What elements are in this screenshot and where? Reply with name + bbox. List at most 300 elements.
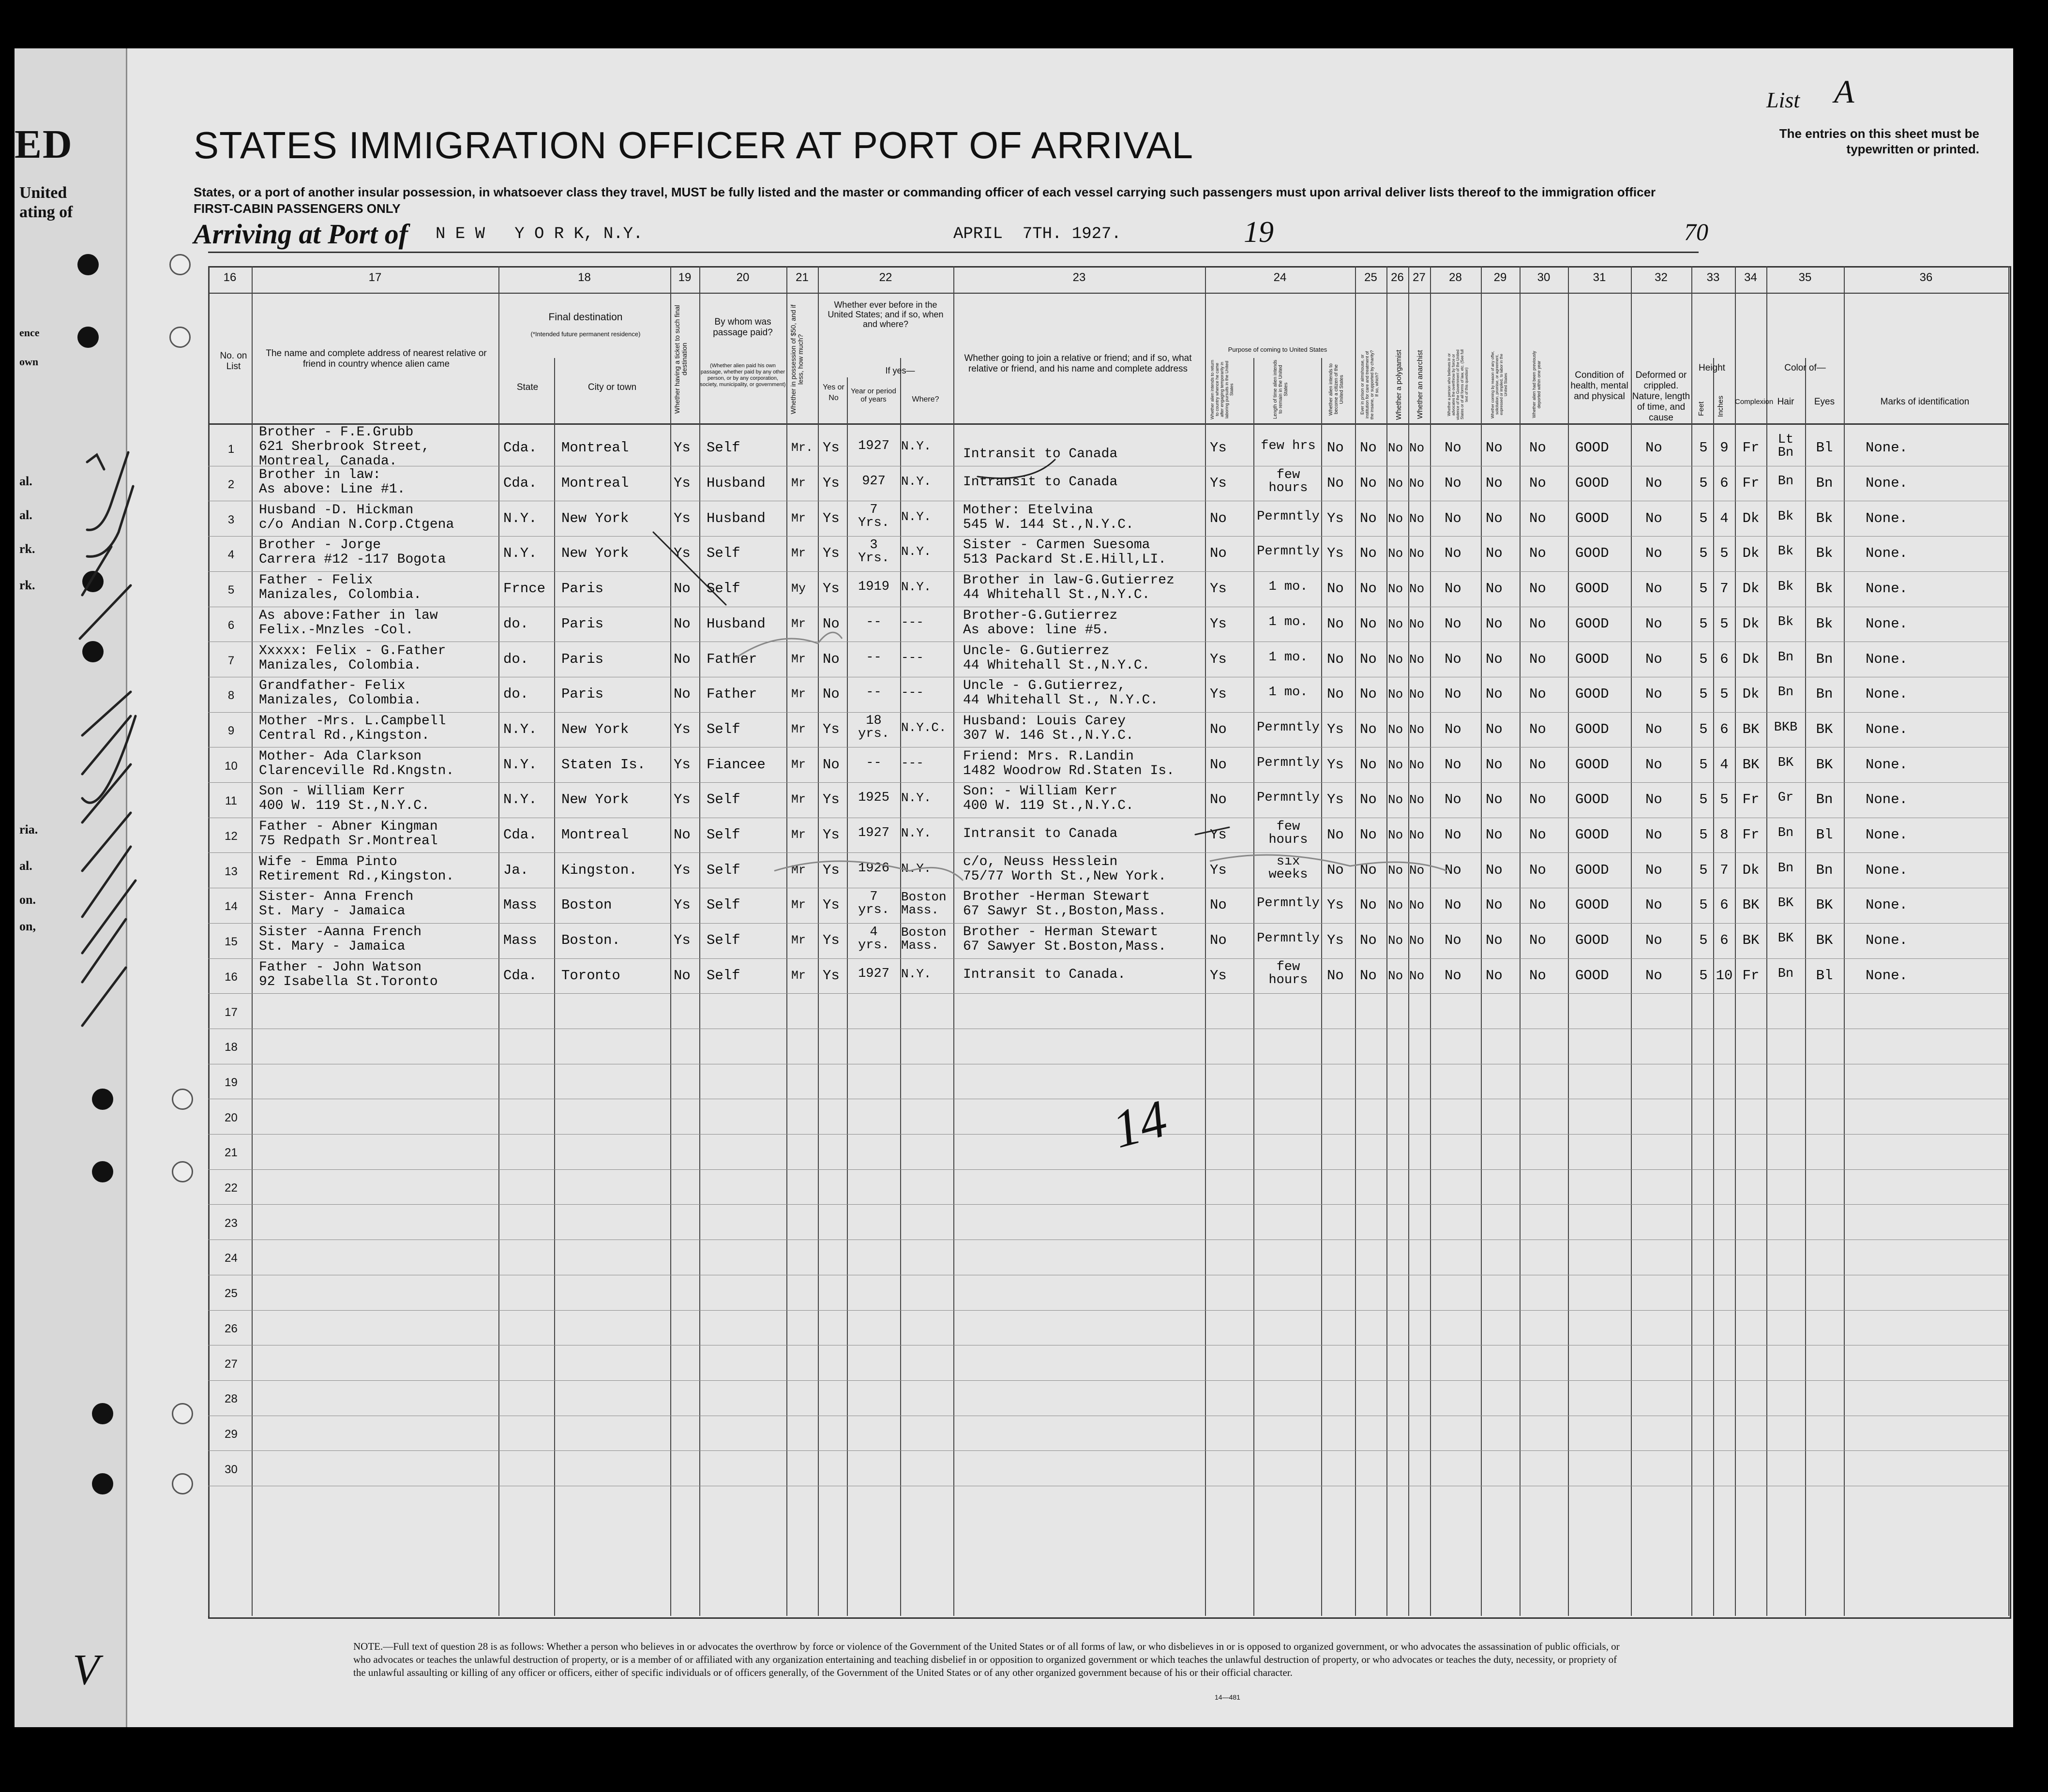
previous-year: 7 — [870, 503, 878, 517]
intends-citizenship: No — [1327, 651, 1344, 667]
labor-contract: No — [1486, 932, 1503, 949]
previous-year: 1927 — [858, 826, 889, 840]
header-c22-ifyes: If yes— — [885, 366, 915, 375]
height-inches: 6 — [1720, 651, 1729, 667]
final-destination-city: Paris — [561, 615, 604, 632]
question-28: No — [1445, 827, 1461, 843]
length-of-stay: Permntly — [1257, 509, 1320, 524]
intends-return: No — [1210, 791, 1227, 808]
identification-marks: None. — [1866, 862, 1908, 878]
money-possession: Mr — [791, 933, 806, 948]
eye-color: Bl — [1816, 827, 1833, 843]
arrival-date: APRIL 7TH. 1927. — [953, 225, 1121, 243]
header-c18-state: State — [516, 382, 539, 392]
relative-address: Husband -D. Hickman — [259, 503, 414, 518]
previous-where: N.Y. — [901, 861, 932, 876]
row-number: 22 — [225, 1181, 238, 1195]
previous-year: 7 — [870, 890, 878, 904]
row-number: 15 — [225, 935, 238, 948]
eye-color: BK — [1816, 932, 1833, 949]
final-destination-state: Mass — [503, 897, 537, 913]
joining-relative: Brother-G.Gutierrez — [963, 608, 1118, 623]
previous-year: yrs. — [858, 938, 889, 953]
previously-deported: No — [1529, 967, 1546, 984]
left-strip-word: al. — [19, 508, 32, 522]
identification-marks: None. — [1866, 475, 1908, 492]
height-inches: 10 — [1716, 967, 1733, 984]
eye-color: Bn — [1816, 686, 1833, 702]
length-of-stay: 1 mo. — [1268, 650, 1308, 665]
header-c22-yesno: Yes or No — [823, 383, 844, 402]
row-number: 8 — [227, 689, 235, 702]
has-ticket: No — [674, 615, 691, 632]
left-strip-word: on. — [19, 893, 36, 907]
header-c20-sub: (Whether alien paid his own passage, whether paid by any other person, or by any corporation, society, municipality, or government) — [700, 363, 786, 388]
header-c34: Complexion — [1735, 398, 1774, 406]
check-mark — [82, 764, 131, 822]
complexion: Dk — [1742, 581, 1760, 597]
height-inches: 5 — [1720, 615, 1729, 632]
hair-color: Lt — [1777, 433, 1794, 447]
eye-color: BK — [1816, 721, 1833, 737]
relative-address: Montreal, Canada. — [259, 454, 397, 469]
passage-paid-by: Self — [707, 897, 740, 913]
previous-where: --- — [901, 650, 924, 665]
previous-where: Boston — [901, 890, 947, 904]
identification-marks: None. — [1866, 756, 1908, 773]
handwritten-marks — [15, 48, 2013, 1727]
anarchist: No — [1409, 511, 1425, 526]
height-inches: 7 — [1720, 862, 1729, 878]
has-ticket: Ys — [674, 510, 691, 526]
deformed-crippled: No — [1645, 615, 1662, 632]
previously-in-us: Ys — [823, 897, 840, 913]
previous-where: Mass. — [901, 903, 939, 917]
previously-deported: No — [1529, 686, 1546, 702]
header-c22-where: Where? — [912, 395, 939, 403]
previous-year: -- — [866, 650, 882, 665]
header-c24-b: Length of time alien intends to remain in the United States — [1273, 359, 1289, 419]
complexion: Fr — [1742, 967, 1760, 984]
previously-deported: No — [1529, 581, 1546, 597]
joining-relative: 513 Packard St.E.Hill,LI. — [963, 552, 1167, 567]
header-c18: Final destination — [548, 312, 623, 323]
column-number: 24 — [1273, 271, 1287, 284]
intends-return: No — [1210, 721, 1227, 737]
labor-contract: No — [1486, 791, 1503, 808]
length-of-stay: weeks — [1268, 867, 1308, 882]
intends-citizenship: No — [1327, 581, 1344, 597]
previous-year: -- — [866, 756, 882, 770]
final-destination-city: Montreal — [561, 475, 629, 492]
money-possession: Mr — [791, 722, 806, 736]
instructions-text: States, or a port of another insular possession, in whatsoever class they travel, MUST be fully listed and the master or commanding officer of each vessel carrying such passengers must upon arrival deliver lists thereof to the immigration officer — [194, 185, 1656, 199]
passage-paid-by: Father — [707, 651, 757, 667]
height-feet: 5 — [1699, 932, 1708, 949]
deformed-crippled: No — [1645, 510, 1662, 526]
has-ticket: No — [674, 581, 691, 597]
previous-year: 1927 — [858, 967, 889, 981]
eye-color: Bk — [1816, 615, 1833, 632]
header-c17: The name and complete address of nearest relative or friend in country whence alien came — [266, 348, 487, 369]
previous-year: -- — [866, 685, 882, 700]
question-28: No — [1445, 862, 1461, 878]
money-possession: Mr — [791, 652, 806, 666]
complexion: BK — [1742, 897, 1760, 913]
length-of-stay: 1 mo. — [1268, 615, 1308, 629]
identification-marks: None. — [1866, 721, 1908, 737]
header-c35-hair: Hair — [1777, 397, 1794, 407]
complexion: BK — [1742, 721, 1760, 737]
polygamist: No — [1388, 898, 1403, 913]
row-number: 30 — [225, 1463, 238, 1476]
joining-relative: Son: - William Kerr — [963, 784, 1118, 799]
polygamist: No — [1388, 476, 1403, 491]
question-28: No — [1445, 615, 1461, 632]
health-condition: GOOD — [1575, 721, 1609, 737]
relative-address: Manizales, Colombia. — [259, 658, 422, 673]
height-feet: 5 — [1699, 510, 1708, 526]
column-number: 36 — [1919, 271, 1933, 284]
anarchist: No — [1409, 757, 1425, 772]
entries-note: The entries on this sheet must be typewritten or printed. — [1779, 126, 1979, 156]
row-number: 20 — [225, 1111, 238, 1124]
left-strip-word: own — [19, 356, 39, 368]
relative-address: Manizales, Colombia. — [259, 693, 422, 708]
row-number: 21 — [225, 1146, 238, 1159]
hair-color: Bn — [1777, 685, 1794, 700]
previously-deported: No — [1529, 862, 1546, 878]
labor-contract: No — [1486, 581, 1503, 597]
labor-contract: No — [1486, 756, 1503, 773]
health-condition: GOOD — [1575, 756, 1609, 773]
hair-color: Bk — [1777, 580, 1794, 594]
hair-color: Bn — [1777, 826, 1794, 840]
anarchist: No — [1409, 828, 1425, 843]
final-destination-state: N.Y. — [503, 510, 537, 526]
previous-where: N.Y. — [901, 826, 932, 840]
check-mark — [82, 692, 131, 735]
previous-year: 18 — [866, 714, 882, 728]
final-destination-state: N.Y. — [503, 756, 537, 773]
previous-year: -- — [866, 615, 882, 629]
previous-year: 1926 — [858, 861, 889, 876]
complexion: Fr — [1742, 827, 1760, 843]
health-condition: GOOD — [1575, 686, 1609, 702]
health-condition: GOOD — [1575, 475, 1609, 492]
previous-where: N.Y. — [901, 791, 932, 805]
money-possession: Mr — [791, 476, 806, 491]
left-strip-word: ence — [19, 327, 40, 339]
header-c30: Whether alien had been previously deported within one year — [1532, 351, 1541, 418]
length-of-stay: few — [1276, 960, 1300, 974]
length-of-stay: 1 mo. — [1268, 580, 1308, 594]
previously-deported: No — [1529, 721, 1546, 737]
passage-paid-by: Self — [707, 721, 740, 737]
row-number: 18 — [225, 1041, 238, 1054]
previously-deported: No — [1529, 897, 1546, 913]
row-number: 13 — [225, 865, 238, 878]
row-number: 19 — [225, 1076, 238, 1089]
passage-paid-by: Self — [707, 967, 740, 984]
sheet-number: 70 — [1684, 218, 1708, 245]
question-28: No — [1445, 686, 1461, 702]
joining-relative: 44 Whitehall St.,N.Y.C. — [963, 658, 1150, 673]
left-strip-line: ating of — [19, 203, 73, 221]
passage-paid-by: Self — [707, 440, 740, 456]
prison-almshouse: No — [1360, 686, 1377, 702]
left-strip-word: on, — [19, 919, 36, 933]
header-c18-city: City or town — [587, 382, 637, 392]
joining-relative: Sister - Carmen Suesoma — [963, 538, 1150, 553]
manifest-page — [15, 48, 2013, 1727]
previously-in-us: Ys — [823, 932, 840, 949]
money-possession: Mr — [791, 792, 806, 807]
health-condition: GOOD — [1575, 827, 1609, 843]
column-number: 32 — [1655, 271, 1668, 284]
labor-contract: No — [1486, 440, 1503, 456]
passage-paid-by: Self — [707, 932, 740, 949]
length-of-stay: Permntly — [1257, 544, 1320, 559]
relative-address: 621 Sherbrook Street, — [259, 439, 430, 454]
height-feet: 5 — [1699, 686, 1708, 702]
previous-where: N.Y. — [901, 544, 932, 559]
relative-address: Sister- Anna French — [259, 889, 414, 904]
previously-in-us: Ys — [823, 721, 840, 737]
pen-stroke — [978, 460, 1055, 478]
header-c24-a: Whether alien intends to return to country whence he came after engaging temporarily in laboring pursuits in the United States — [1210, 359, 1234, 419]
identification-marks: None. — [1866, 791, 1908, 808]
anarchist: No — [1409, 722, 1425, 737]
intends-citizenship: No — [1327, 686, 1344, 702]
row-number: 6 — [227, 619, 235, 632]
labor-contract: No — [1486, 475, 1503, 492]
money-possession: Mr. — [791, 441, 813, 455]
header-c19: Whether having a ticket to such final destination — [673, 305, 688, 414]
deformed-crippled: No — [1645, 581, 1662, 597]
hair-color: BK — [1777, 756, 1794, 770]
deformed-crippled: No — [1645, 440, 1662, 456]
previous-where: --- — [901, 615, 924, 629]
prison-almshouse: No — [1360, 897, 1377, 913]
hair-color: Bn — [1777, 861, 1794, 876]
hair-color: Bk — [1777, 509, 1794, 524]
joining-relative: As above: line #5. — [963, 623, 1110, 638]
eye-color: BK — [1816, 756, 1833, 773]
question-28: No — [1445, 932, 1461, 949]
eye-color: Bl — [1816, 967, 1833, 984]
check-mark — [82, 847, 131, 917]
polygamist: No — [1388, 652, 1403, 667]
health-condition: GOOD — [1575, 791, 1609, 808]
has-ticket: Ys — [674, 545, 691, 562]
previous-year: yrs. — [858, 903, 889, 917]
deformed-crippled: No — [1645, 651, 1662, 667]
port-name: N E W Y O R K, N.Y. — [436, 225, 643, 243]
list-value: A — [1834, 73, 1854, 110]
column-number: 31 — [1593, 271, 1606, 284]
height-inches: 6 — [1720, 897, 1729, 913]
anarchist: No — [1409, 476, 1425, 491]
anarchist: No — [1409, 687, 1425, 702]
anarchist: No — [1409, 792, 1425, 807]
hair-color: BK — [1777, 931, 1794, 946]
identification-marks: None. — [1866, 651, 1908, 667]
column-number: 22 — [879, 271, 892, 284]
year-prefix: 19 — [1244, 216, 1274, 249]
column-number: 23 — [1072, 271, 1086, 284]
identification-marks: None. — [1866, 440, 1908, 456]
pen-stroke — [1195, 827, 1229, 835]
height-inches: 5 — [1720, 686, 1729, 702]
intends-citizenship: No — [1327, 615, 1344, 632]
joining-relative: 400 W. 119 St.,N.Y.C. — [963, 798, 1134, 813]
health-condition: GOOD — [1575, 967, 1609, 984]
health-condition: GOOD — [1575, 897, 1609, 913]
complexion: BK — [1742, 756, 1760, 773]
identification-marks: None. — [1866, 967, 1908, 984]
previously-in-us: Ys — [823, 440, 840, 456]
intends-citizenship: Ys — [1327, 897, 1344, 913]
relative-address: Xxxxx: Felix - G.Father — [259, 643, 446, 658]
column-number: 17 — [368, 271, 382, 284]
relative-address: Son - William Kerr — [259, 784, 406, 799]
column-number: 26 — [1391, 271, 1404, 284]
column-number: 16 — [223, 271, 237, 284]
previously-deported: No — [1529, 791, 1546, 808]
previous-where: N.Y. — [901, 580, 932, 594]
check-mark — [80, 585, 131, 639]
passage-paid-by: Fiancee — [707, 756, 766, 773]
hair-color: BKB — [1774, 720, 1798, 735]
left-strip-word: rk. — [19, 542, 35, 556]
height-feet: 5 — [1699, 791, 1708, 808]
complexion: Dk — [1742, 545, 1760, 562]
prison-almshouse: No — [1360, 615, 1377, 632]
previous-year: Yrs. — [858, 516, 889, 530]
cabin-class: FIRST-CABIN PASSENGERS ONLY — [194, 201, 401, 216]
prison-almshouse: No — [1360, 581, 1377, 597]
row-number: 12 — [225, 830, 238, 843]
joining-relative: Intransit to Canada — [963, 475, 1118, 490]
question-28: No — [1445, 475, 1461, 492]
joining-relative: c/o, Neuss Hesslein — [963, 854, 1118, 869]
relative-address: Wife - Emma Pinto — [259, 854, 397, 869]
header-c33: Height — [1699, 363, 1725, 373]
health-condition: GOOD — [1575, 932, 1609, 949]
polygamist: No — [1388, 511, 1403, 526]
question-28: No — [1445, 756, 1461, 773]
column-number: 19 — [678, 271, 692, 284]
previous-year: 1927 — [858, 439, 889, 453]
intends-return: Ys — [1210, 651, 1227, 667]
complexion: Dk — [1742, 615, 1760, 632]
row-number: 25 — [225, 1287, 238, 1300]
anarchist: No — [1409, 582, 1425, 597]
final-destination-state: Ja. — [503, 862, 529, 878]
relative-address: Grandfather- Felix — [259, 678, 406, 693]
header-c22: Whether ever before in the United States; and if so, when and where? — [828, 300, 944, 329]
final-destination-city: New York — [561, 510, 629, 526]
previously-deported: No — [1529, 440, 1546, 456]
joining-relative: 44 Whitehall St., N.Y.C. — [963, 693, 1159, 708]
row-number: 14 — [225, 900, 238, 913]
hair-color: Bk — [1777, 544, 1794, 559]
height-inches: 6 — [1720, 721, 1729, 737]
intends-return: Ys — [1210, 827, 1227, 843]
polygamist: No — [1388, 616, 1403, 631]
previous-where: N.Y. — [901, 439, 932, 453]
intends-return: No — [1210, 545, 1227, 562]
height-feet: 5 — [1699, 827, 1708, 843]
header-c24: Purpose of coming to United States — [1228, 346, 1327, 353]
deformed-crippled: No — [1645, 756, 1662, 773]
labor-contract: No — [1486, 827, 1503, 843]
final-destination-city: Staten Is. — [561, 756, 646, 773]
length-of-stay: Permntly — [1257, 931, 1320, 946]
previously-in-us: Ys — [823, 791, 840, 808]
joining-relative: Brother in law-G.Gutierrez — [963, 573, 1175, 588]
length-of-stay: Permntly — [1257, 756, 1320, 770]
complexion: Dk — [1742, 686, 1760, 702]
eye-color: Bk — [1816, 581, 1833, 597]
relative-address: Mother -Mrs. L.Campbell — [259, 714, 446, 729]
has-ticket: No — [674, 686, 691, 702]
list-label: List — [1766, 88, 1800, 112]
has-ticket: Ys — [674, 897, 691, 913]
eye-color: Bn — [1816, 862, 1833, 878]
height-inches: 4 — [1720, 510, 1729, 526]
identification-marks: None. — [1866, 897, 1908, 913]
height-feet: 5 — [1699, 756, 1708, 773]
previous-year: 3 — [870, 538, 878, 553]
note-text: —Full text of question 28 is as follows: Whether a person who believes in or advocates the overthrow by force or violence of the Government of the United States or of all forms of law, or who disbelieves in or is opposed to organized government, or who advocates the assassination of public officials, or who advocates or teaches the unlawful destruction of property, or is a member of or affiliated with any organization entertaining and teaching disbelief in or opposition to organized government or which teaches the unlawful destruction of property, or who advocates or teaches the duty, necessity, or propriety of the unlawful assaulting or killing of any officer or officers, either of specific individuals or of officers generally, of the Government of the United States or of any other organized government because of his or their official character. — [353, 1641, 1620, 1678]
height-inches: 8 — [1720, 827, 1729, 843]
joining-relative: 67 Sawyer St.Boston,Mass. — [963, 939, 1167, 954]
left-strip-title-fragment: ED — [15, 122, 73, 167]
relative-address: Clarenceville Rd.Kngstn. — [259, 763, 454, 778]
check-mark — [82, 716, 131, 774]
height-inches: 9 — [1720, 440, 1729, 456]
row-number: 16 — [225, 971, 238, 984]
polygamist: No — [1388, 828, 1403, 843]
left-strip-line: United — [19, 184, 67, 202]
prison-almshouse: No — [1360, 475, 1377, 492]
labor-contract: No — [1486, 651, 1503, 667]
deformed-crippled: No — [1645, 475, 1662, 492]
previous-year: 4 — [870, 925, 878, 940]
header-c24-c: Whether alien intends to become a citizen of the United States — [1328, 363, 1344, 416]
header-c35-eyes: Eyes — [1814, 397, 1835, 407]
identification-marks: None. — [1866, 827, 1908, 843]
prison-almshouse: No — [1360, 440, 1377, 456]
polygamist: No — [1388, 933, 1403, 948]
final-destination-state: Cda. — [503, 440, 537, 456]
relative-address: As above:Father in law — [259, 608, 438, 623]
intends-return: No — [1210, 932, 1227, 949]
prison-almshouse: No — [1360, 651, 1377, 667]
final-destination-city: New York — [561, 791, 629, 808]
polygamist: No — [1388, 687, 1403, 702]
final-destination-state: N.Y. — [503, 791, 537, 808]
previous-year: yrs. — [858, 727, 889, 741]
identification-marks: None. — [1866, 686, 1908, 702]
header-c22-year: Year or period of years — [851, 387, 896, 403]
relative-address: Brother - Jorge — [259, 538, 381, 553]
final-destination-city: Boston. — [561, 932, 620, 949]
height-feet: 5 — [1699, 615, 1708, 632]
joining-relative: Brother - Herman Stewart — [963, 925, 1159, 940]
